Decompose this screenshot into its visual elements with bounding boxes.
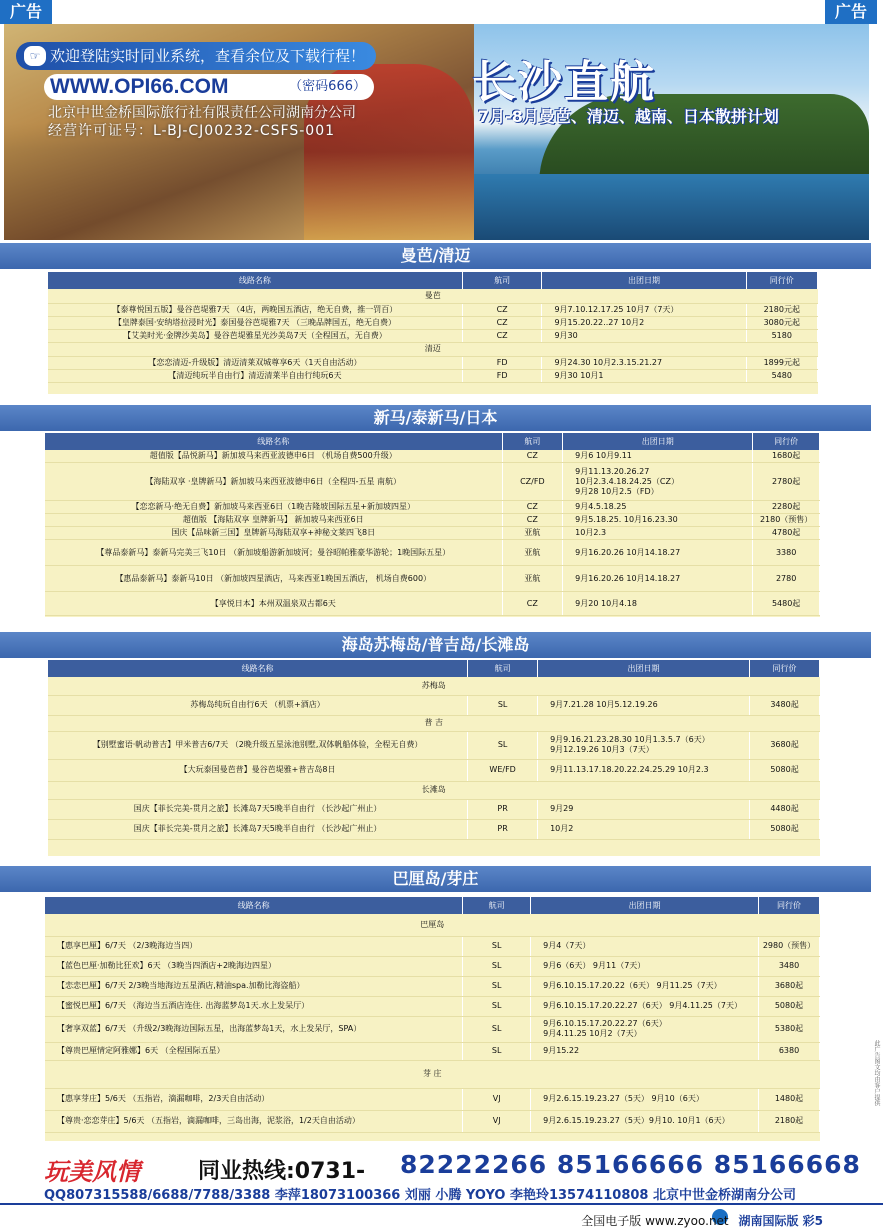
table-row[interactable] (45, 1110, 820, 1132)
table-panel-bali (45, 897, 820, 1141)
section-title-singapore: 新马/泰新马/日本 (0, 405, 871, 431)
route-table-bangkok (48, 272, 818, 383)
airline: 亚航 (502, 540, 563, 566)
hotline-label: 同业热线:0731- (198, 1159, 366, 1184)
table-row[interactable] (48, 369, 818, 382)
table-row[interactable] (45, 501, 820, 514)
route-name: 国庆【菲长完美-贯月之旅】长滩岛7天5晚半自由行 （长沙起广州止） (48, 819, 468, 839)
col-date: 出团日期 (538, 660, 750, 677)
col-date: 出团日期 (531, 897, 759, 914)
airline: CZ/FD (502, 463, 563, 501)
group-row (48, 289, 818, 303)
departure-date: 9月4（7天） (531, 936, 759, 956)
table-row[interactable] (45, 1016, 820, 1042)
table-row[interactable] (45, 450, 820, 463)
price: 5080起 (759, 996, 820, 1016)
login-prompt[interactable]: 欢迎登陆实时同业系统，查看余位及下载行程！ (16, 42, 376, 70)
company-name: 北京中世金桥国际旅行社有限责任公司湖南分公司 (48, 105, 356, 121)
airline: CZ (462, 316, 542, 329)
route-name: 【尊品泰新马】泰新马完美三飞10日 （新加坡船游新加坡河；曼谷昭帕雅豪华游轮；1晚国际五星） (45, 540, 502, 566)
route-name: 【艾美时光·金牌沙美岛】曼谷芭堤雅星光沙美岛7天（全程国五，无自费） (48, 329, 462, 342)
table-row[interactable] (45, 996, 820, 1016)
price: 5080起 (750, 819, 820, 839)
departure-date: 9月6.10.15.17.20.22（6天） 9月11.25（7天） (531, 976, 759, 996)
table-row[interactable] (45, 936, 820, 956)
price: 3480起 (750, 695, 820, 715)
departure-date: 9月20 10月4.18 (563, 592, 753, 616)
departure-date: 9月24.30 10月2.3.15.21.27 (542, 356, 746, 369)
departure-date: 9月30 10月1 (542, 369, 746, 382)
price: 5480起 (753, 592, 820, 616)
table-row[interactable] (48, 819, 820, 839)
departure-date: 9月11.13.20.26.27 10月2.3.4.18.24.25（CZ） 9月28 10月2.5（FD） (563, 463, 753, 501)
table-row[interactable] (45, 956, 820, 976)
airline: SL (463, 936, 531, 956)
table-header-row (45, 433, 820, 450)
col-route: 线路名称 (45, 897, 463, 914)
route-name: 【恋恋新马·绝无自费】新加坡马来西亚6日（1晚吉隆坡国际五星+新加坡四星） (45, 501, 502, 514)
group-row (48, 715, 820, 731)
sea-image (474, 174, 869, 240)
price: 1680起 (753, 450, 820, 463)
contact-line: QQ807315588/6688/7788/3388 李萍18073100366 刘丽 小腾 YOYO 李艳玲13574110808 北京中世金桥湖南分公司 (44, 1188, 796, 1203)
group-label: 清迈 (48, 342, 818, 356)
table-row[interactable] (48, 356, 818, 369)
airline: VJ (463, 1088, 531, 1110)
group-row (45, 1060, 820, 1088)
col-date: 出团日期 (563, 433, 753, 450)
airline: FD (462, 356, 542, 369)
departure-date: 9月6.10.15.17.20.22.27（6天） 9月4.11.25 10月2（7天） (531, 1016, 759, 1042)
col-airline: 航司 (502, 433, 563, 450)
col-airline: 航司 (463, 897, 531, 914)
col-airline: 航司 (462, 272, 542, 289)
table-row[interactable] (48, 731, 820, 759)
airline: SL (463, 956, 531, 976)
route-table-singapore (45, 433, 820, 616)
table-row[interactable] (45, 1088, 820, 1110)
departure-date: 9月6 10月9.11 (563, 450, 753, 463)
banner-title: 长沙直航 (472, 57, 656, 108)
departure-date: 9月29 (538, 799, 750, 819)
edition-link[interactable]: 全国电子版 www.zyoo.net (581, 1214, 729, 1228)
airline: CZ (502, 514, 563, 527)
departure-date: 9月2.6.15.19.23.27（5天）9月10. 10月1（6天） (531, 1110, 759, 1132)
airline: CZ (502, 450, 563, 463)
table-row[interactable] (45, 527, 820, 540)
table-header-row (48, 272, 818, 289)
price: 2180（预售） (753, 514, 820, 527)
route-name: 【恋恋清迈-升级版】清迈清莱双城尊享6天（1天自由活动） (48, 356, 462, 369)
route-name: 【皇牌泰国·安纳塔拉浸时光】泰国曼谷芭堤雅7天 （三晚品牌国五，绝无自费） (48, 316, 462, 329)
group-label: 苏梅岛 (48, 677, 820, 695)
ad-label-right: 广告 (825, 0, 877, 24)
airline: SL (468, 695, 538, 715)
group-row (48, 677, 820, 695)
website-link[interactable] (44, 74, 374, 100)
col-route: 线路名称 (48, 660, 468, 677)
table-row[interactable] (45, 976, 820, 996)
price: 5180 (746, 329, 817, 342)
group-label: 巴厘岛 (45, 914, 820, 936)
section-title-islands: 海岛苏梅岛/普吉岛/长滩岛 (0, 632, 871, 658)
table-row[interactable] (45, 1042, 820, 1060)
route-name: 国庆【菲长完美-贯月之旅】长滩岛7天5晚半自由行 （长沙起广州止） (48, 799, 468, 819)
table-panel-islands (48, 660, 820, 856)
price: 3380 (753, 540, 820, 566)
departure-date: 9月9.16.21.23.28.30 10月1.3.5.7（6天） 9月12.19.26 10月3（7天） (538, 731, 750, 759)
table-row[interactable] (48, 799, 820, 819)
banner-subtitle: 7月-8月曼芭、清迈、越南、日本散拼计划 (478, 107, 779, 126)
airline: FD (462, 369, 542, 382)
table-row[interactable] (45, 540, 820, 566)
price: 2180起 (759, 1110, 820, 1132)
airline: CZ (502, 501, 563, 514)
hero-banner (4, 24, 869, 240)
website-password: （密码666） (289, 79, 366, 94)
route-name: 【惠享巴厘】6/7天 （2/3晚海边当四） (45, 936, 463, 956)
departure-date: 9月5.18.25. 10月16.23.30 (563, 514, 753, 527)
airline: VJ (463, 1110, 531, 1132)
airline: SL (463, 1042, 531, 1060)
table-header-row (48, 660, 820, 677)
col-price: 同行价 (759, 897, 820, 914)
price: 1899元起 (746, 356, 817, 369)
route-name: 【大玩泰国曼芭普】曼谷芭堤雅+普吉岛8日 (48, 759, 468, 781)
table-row[interactable] (48, 759, 820, 781)
airline: SL (463, 1016, 531, 1042)
table-row[interactable] (48, 695, 820, 715)
col-route: 线路名称 (48, 272, 462, 289)
route-name: 【海陆双享 ·皇牌新马】新加坡马来西亚波德申6日（全程四-五星 南航） (45, 463, 502, 501)
col-airline: 航司 (468, 660, 538, 677)
group-row (48, 342, 818, 356)
price: 5380起 (759, 1016, 820, 1042)
departure-date: 9月7.21.28 10月5.12.19.26 (538, 695, 750, 715)
departure-date: 9月16.20.26 10月14.18.27 (563, 540, 753, 566)
pointing-hand-icon: ☞ (24, 46, 46, 66)
route-name: 【泰尊悦国五版】曼谷芭堤雅7天 （4店，两晚国五酒店，绝无自费，推一罚百） (48, 303, 462, 316)
table-row[interactable] (48, 329, 818, 342)
price: 5080起 (750, 759, 820, 781)
departure-date: 9月11.13.17.18.20.22.24.25.29 10月2.3 (538, 759, 750, 781)
airline: SL (463, 976, 531, 996)
departure-date: 9月2.6.15.19.23.27（5天） 9月10（6天） (531, 1088, 759, 1110)
price: 1480起 (759, 1088, 820, 1110)
departure-date: 10月2.3 (563, 527, 753, 540)
col-price: 同行价 (753, 433, 820, 450)
page-footer (581, 1212, 823, 1229)
price: 2780起 (753, 463, 820, 501)
col-date: 出团日期 (542, 272, 746, 289)
route-name: 【清迈纯玩半自由行】清迈清莱半自由行纯玩6天 (48, 369, 462, 382)
group-label: 曼芭 (48, 289, 818, 303)
route-name: 【蓝色巴厘·加勒比狂欢】6天 （3晚当四酒店+2晚海边四星） (45, 956, 463, 976)
price: 6380 (759, 1042, 820, 1060)
departure-date: 9月6.10.15.17.20.22.27（6天） 9月4.11.25（7天） (531, 996, 759, 1016)
route-name: 【惠品泰新马】泰新马10日 （新加坡四星酒店，马来西亚1晚国五酒店， 机场自费600） (45, 566, 502, 592)
brand-logo: 玩美风情 (44, 1158, 140, 1186)
route-name: 【恋恋巴厘】6/7天 2/3晚当地海边五星酒店,精油spa.加勒比海盗船） (45, 976, 463, 996)
route-name: 【奢享双蓝】6/7天 （升级2/3晚海边国际五星，出海蓝梦岛1天，水上发呆厅，SPA） (45, 1016, 463, 1042)
airline: 亚航 (502, 566, 563, 592)
group-row (45, 914, 820, 936)
departure-date: 9月15.22 (531, 1042, 759, 1060)
airline: CZ (462, 303, 542, 316)
table-row[interactable] (48, 316, 818, 329)
price: 3680起 (750, 731, 820, 759)
departure-date: 9月6（6天） 9月11（7天） (531, 956, 759, 976)
group-label: 长滩岛 (48, 781, 820, 799)
price: 5480 (746, 369, 817, 382)
departure-date: 9月30 (542, 329, 746, 342)
group-row (48, 781, 820, 799)
col-price: 同行价 (746, 272, 817, 289)
airline: CZ (462, 329, 542, 342)
route-name: 【尊贵巴厘情定阿雅娜】6天 （全程国际五星） (45, 1042, 463, 1060)
ad-label-left: 广告 (0, 0, 52, 24)
price: 2180元起 (746, 303, 817, 316)
price: 3480 (759, 956, 820, 976)
departure-date: 10月2 (538, 819, 750, 839)
route-name: 苏梅岛纯玩自由行6天 （机票+酒店） (48, 695, 468, 715)
route-name: 超值版 【海陆双享 皇牌新马】 新加坡马来西亚6日 (45, 514, 502, 527)
route-table-bali (45, 897, 820, 1133)
route-table-islands (48, 660, 820, 840)
table-row[interactable] (45, 592, 820, 616)
price: 4780起 (753, 527, 820, 540)
route-name: 【享悦日本】本州双温泉双古都6天 (45, 592, 502, 616)
group-label: 普 吉 (48, 715, 820, 731)
price: 4480起 (750, 799, 820, 819)
table-row[interactable] (45, 514, 820, 527)
departure-date: 9月16.20.26 10月14.18.27 (563, 566, 753, 592)
price: 3080元起 (746, 316, 817, 329)
hotline-numbers: 82222266 85166666 85166668 (400, 1150, 861, 1179)
table-panel-bangkok (48, 272, 818, 394)
table-row[interactable] (45, 463, 820, 501)
divider (0, 1203, 883, 1205)
departure-date: 9月15.20.22..27 10月2 (542, 316, 746, 329)
section-title-bali: 巴厘岛/芽庄 (0, 866, 871, 892)
airline: PR (468, 799, 538, 819)
price: 2980（预售） (759, 936, 820, 956)
route-name: 超值版【品悦新马】新加坡马来西亚波德申6日 （机场自费500升级） (45, 450, 502, 463)
price: 2780 (753, 566, 820, 592)
website-url[interactable]: WWW.OPI66.COM (50, 75, 229, 98)
price: 2280起 (753, 501, 820, 514)
table-panel-singapore (45, 433, 820, 617)
table-row[interactable] (45, 566, 820, 592)
col-price: 同行价 (750, 660, 820, 677)
group-label: 芽 庄 (45, 1060, 820, 1088)
price: 3680起 (759, 976, 820, 996)
departure-date: 9月7.10.12.17.25 10月7（7天） (542, 303, 746, 316)
route-name: 国庆【品味新三国】皇牌新马海陆双享+神秘文莱四飞8日 (45, 527, 502, 540)
departure-date: 9月4.5.18.25 (563, 501, 753, 514)
col-route: 线路名称 (45, 433, 502, 450)
section-title-bangkok: 曼芭/清迈 (0, 243, 871, 269)
table-header-row (45, 897, 820, 914)
airline: SL (463, 996, 531, 1016)
airline: WE/FD (468, 759, 538, 781)
route-name: 【蜜悦巴厘】6/7天 （海边当五酒店连住. 出海蓝梦岛1天.水上发呆厅） (45, 996, 463, 1016)
airline: 亚航 (502, 527, 563, 540)
airline: CZ (502, 592, 563, 616)
table-row[interactable] (48, 303, 818, 316)
route-name: 【惠享芽庄】5/6天 （五指岩，滴漏咖啡，2/3天自由活动） (45, 1088, 463, 1110)
route-name: 【尊贵·恋恋芽庄】5/6天 （五指岩，滴漏咖啡，三岛出海，泥浆浴，1/2天自由活动） (45, 1110, 463, 1132)
airline: PR (468, 819, 538, 839)
side-disclaimer: 此广告图文均由客户提供 (873, 1040, 880, 1106)
license-number: 经营许可证号：L-BJ-CJ00232-CSFS-001 (48, 123, 336, 139)
airline: SL (468, 731, 538, 759)
paper-edition: 湖南国际版 彩5 (738, 1214, 823, 1228)
route-name: 【别墅蜜语·帆动普吉】甲米普吉6/7天 （2晚升级五星泳池别墅,双体帆船体验，全程无自费） (48, 731, 468, 759)
